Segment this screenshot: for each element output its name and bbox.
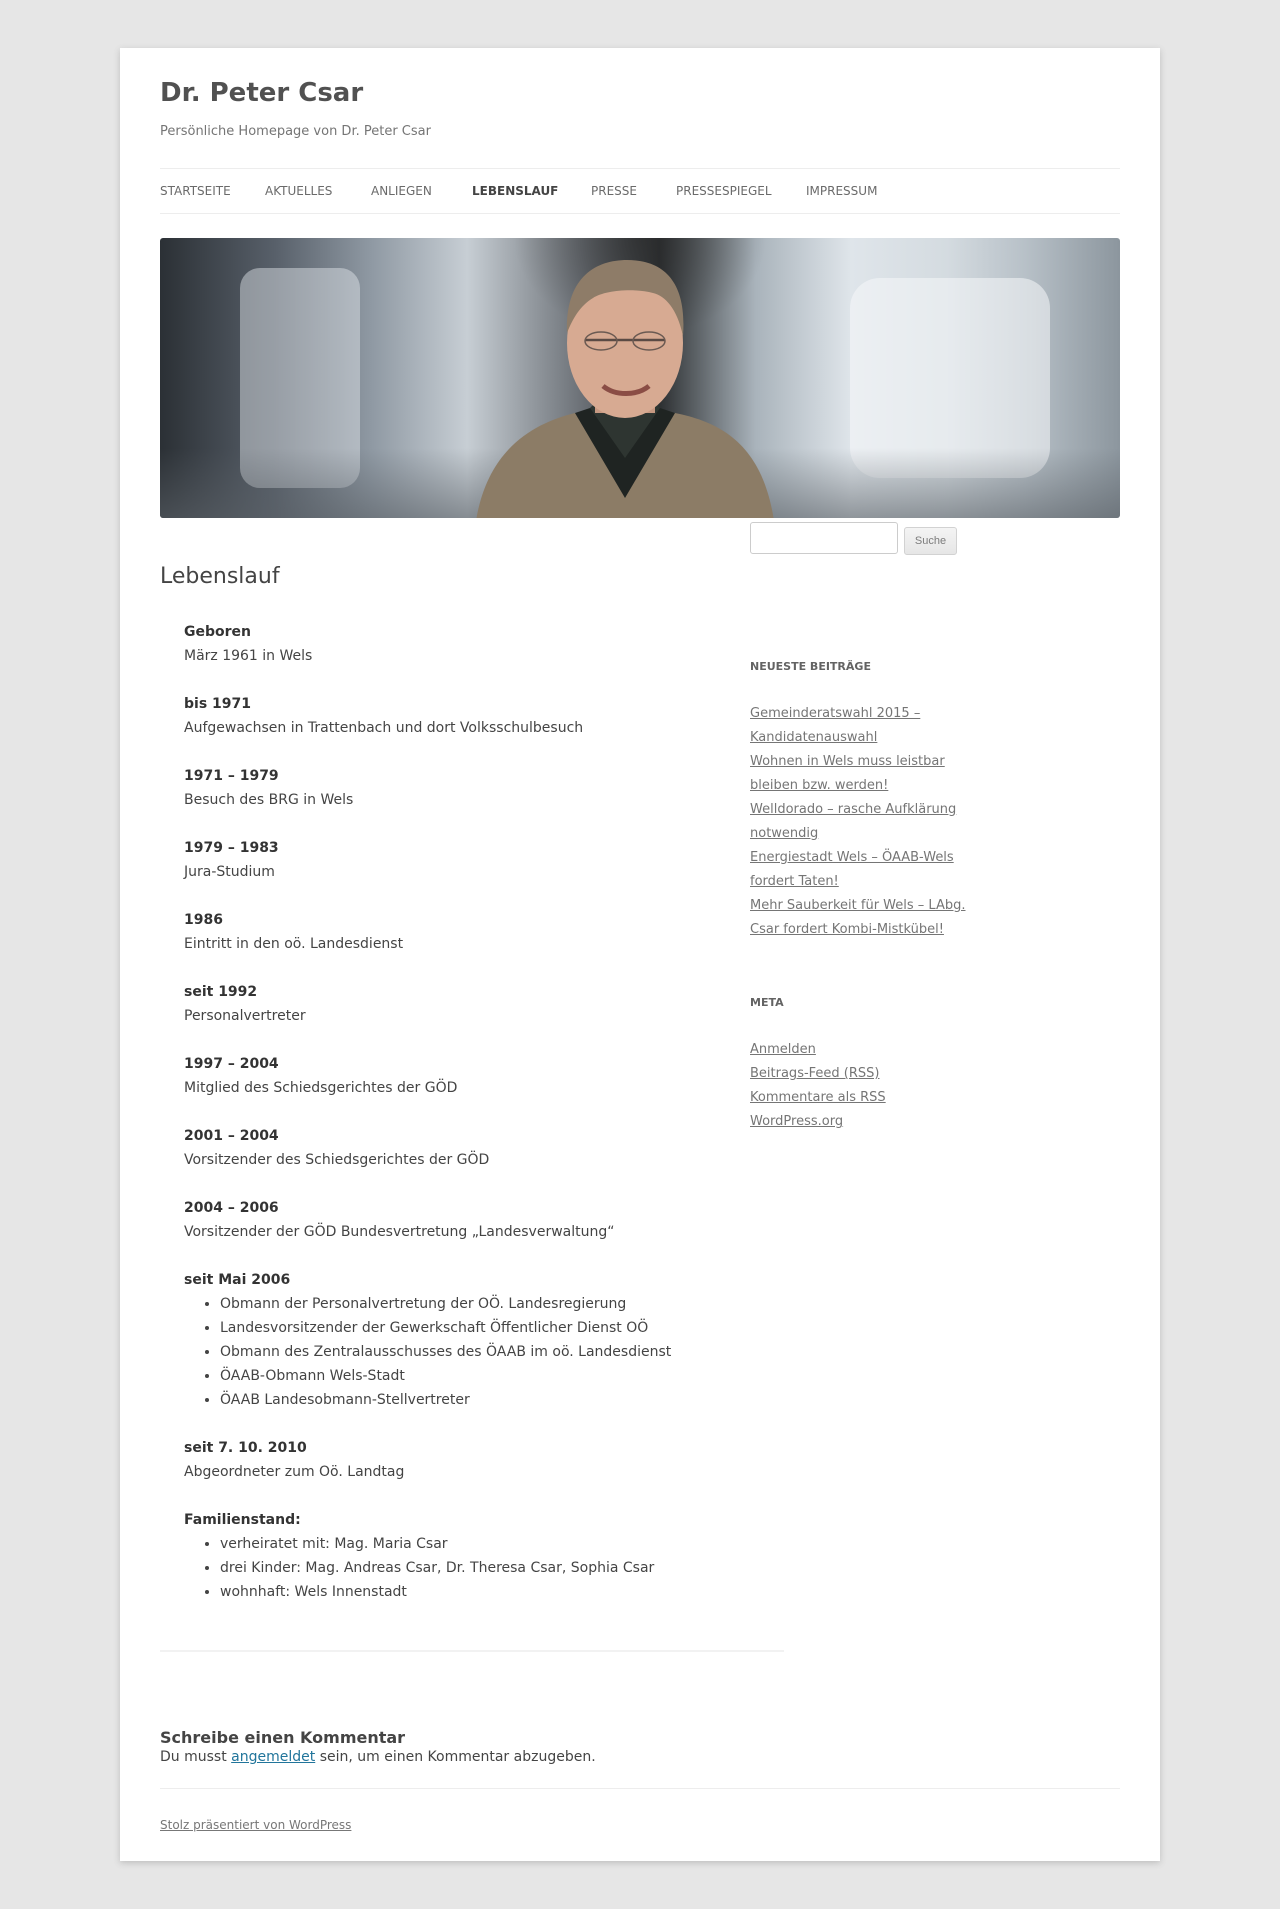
search-input[interactable] <box>750 522 898 554</box>
cv-entry <box>184 764 744 812</box>
login-notice-text: Du musst <box>160 1749 232 1765</box>
cv-entry-text: Aufgewachsen in Trattenbach und dort Volksschulbesuch <box>184 720 584 736</box>
content-divider <box>160 1650 784 1652</box>
cv-entry-label: Geboren <box>184 624 251 640</box>
search-button[interactable]: Suche <box>904 527 957 555</box>
cv-content <box>184 620 744 1628</box>
main-navigation <box>160 168 1120 214</box>
cv-entry-label: 1979 – 1983 <box>184 840 279 856</box>
cv-entry-list <box>184 1532 744 1604</box>
cv-entry-label: 1986 <box>184 912 223 928</box>
nav-item-impressum[interactable]: IMPRESSUM <box>806 184 878 198</box>
list-item: • ÖAAB-Obmann Wels-Stadt <box>220 1364 744 1388</box>
cv-entry <box>184 836 744 884</box>
cv-entry-list <box>184 1292 744 1412</box>
list-item <box>750 798 990 846</box>
footer-divider <box>160 1788 1120 1789</box>
cv-entry-text: Personalvertreter <box>184 1008 306 1024</box>
cv-entry-text: Jura-Studium <box>184 864 275 880</box>
cv-entry-text: Vorsitzender der GÖD Bundesvertretung „Landesverwaltung“ <box>184 1224 615 1240</box>
cv-entry-label: Familienstand: <box>184 1512 301 1528</box>
cv-entry <box>184 1196 744 1244</box>
list-item: • Landesvorsitzender der Gewerkschaft Öffentlicher Dienst OÖ <box>220 1316 744 1340</box>
cv-entry-text: Eintritt in den oö. Landesdienst <box>184 936 404 952</box>
cv-entry-text: Vorsitzender des Schiedsgerichtes der GÖD <box>184 1152 490 1168</box>
cv-entry-label: seit 7. 10. 2010 <box>184 1440 307 1456</box>
recent-posts-title: NEUESTE BEITRÄGE <box>750 660 871 673</box>
list-item: • verheiratet mit: Mag. Maria Csar <box>220 1532 744 1556</box>
cv-entry <box>184 1124 744 1172</box>
cv-entry-text: März 1961 in Wels <box>184 648 313 664</box>
cv-entry-label: 1971 – 1979 <box>184 768 279 784</box>
recent-post-link[interactable]: Energiestadt Wels – ÖAAB-Wels fordert Taten! <box>750 850 954 889</box>
recent-post-link[interactable]: Wohnen in Wels muss leistbar bleiben bzw. werden! <box>750 754 945 793</box>
login-notice <box>160 1749 596 1765</box>
page <box>120 48 1160 1861</box>
recent-posts-list <box>750 702 990 942</box>
cv-entry-label: 2001 – 2004 <box>184 1128 279 1144</box>
list-item: • Obmann des Zentralausschusses des ÖAAB im oö. Landesdienst <box>220 1340 744 1364</box>
footer-credit-link[interactable]: Stolz präsentiert von WordPress <box>160 1818 352 1832</box>
recent-post-link[interactable]: Mehr Sauberkeit für Wels – LAbg. Csar fordert Kombi-Mistkübel! <box>750 898 966 937</box>
recent-post-link[interactable]: Welldorado – rasche Aufklärung notwendig <box>750 802 957 841</box>
cv-entry <box>184 620 744 668</box>
cv-entry-label: seit 1992 <box>184 984 258 1000</box>
list-item <box>750 894 990 942</box>
list-item <box>750 1086 990 1110</box>
login-link[interactable]: angemeldet <box>231 1749 316 1765</box>
cv-entry <box>184 1508 744 1604</box>
cv-entry-text: Mitglied des Schiedsgerichtes der GÖD <box>184 1080 458 1096</box>
cv-entry-label: bis 1971 <box>184 696 251 712</box>
list-item: • drei Kinder: Mag. Andreas Csar, Dr. Theresa Csar, Sophia Csar <box>220 1556 744 1580</box>
site-title[interactable]: Dr. Peter Csar <box>160 78 364 108</box>
meta-list <box>750 1038 990 1134</box>
cv-entry <box>184 1052 744 1100</box>
meta-link-login[interactable]: Anmelden <box>750 1042 816 1057</box>
list-item <box>750 702 990 750</box>
list-item <box>750 750 990 798</box>
meta-widget-title: META <box>750 996 784 1009</box>
portrait-photo <box>415 248 835 518</box>
site-description: Persönliche Homepage von Dr. Peter Csar <box>160 124 431 139</box>
cv-entry-label: seit Mai 2006 <box>184 1272 291 1288</box>
list-item <box>750 1038 990 1062</box>
nav-item-anliegen[interactable]: ANLIEGEN <box>371 184 432 198</box>
list-item: • ÖAAB Landesobmann-Stellvertreter <box>220 1388 744 1412</box>
page-title: Lebenslauf <box>160 564 280 589</box>
login-notice-text: sein, um einen Kommentar abzugeben. <box>315 1749 596 1765</box>
meta-link-posts-feed[interactable]: Beitrags-Feed (RSS) <box>750 1066 880 1081</box>
recent-post-link[interactable]: Gemeinderatswahl 2015 – Kandidatenauswahl <box>750 706 921 745</box>
nav-item-lebenslauf[interactable]: LEBENSLAUF <box>472 184 559 198</box>
meta-link-wordpress[interactable]: WordPress.org <box>750 1114 844 1129</box>
cv-entry <box>184 1436 744 1484</box>
list-item <box>750 1062 990 1086</box>
cv-entry-label: 2004 – 2006 <box>184 1200 279 1216</box>
cv-entry-text: Besuch des BRG in Wels <box>184 792 354 808</box>
list-item <box>750 846 990 894</box>
meta-link-comments-feed[interactable]: Kommentare als RSS <box>750 1090 886 1105</box>
list-item <box>750 1110 990 1134</box>
nav-item-pressespiegel[interactable]: PRESSESPIEGEL <box>676 184 772 198</box>
list-item: • wohnhaft: Wels Innenstadt <box>220 1580 744 1604</box>
cv-entry <box>184 980 744 1028</box>
cv-entry <box>184 1268 744 1412</box>
nav-item-startseite[interactable]: STARTSEITE <box>160 184 231 198</box>
list-item: • Obmann der Personalvertretung der OÖ. Landesregierung <box>220 1292 744 1316</box>
comment-form-title: Schreibe einen Kommentar <box>160 1728 406 1747</box>
cv-entry <box>184 908 744 956</box>
cv-entry-label: 1997 – 2004 <box>184 1056 279 1072</box>
nav-item-aktuelles[interactable]: AKTUELLES <box>265 184 333 198</box>
header-image[interactable] <box>160 238 1120 518</box>
cv-entry <box>184 692 744 740</box>
cv-entry-text: Abgeordneter zum Oö. Landtag <box>184 1464 405 1480</box>
nav-item-presse[interactable]: PRESSE <box>591 184 637 198</box>
